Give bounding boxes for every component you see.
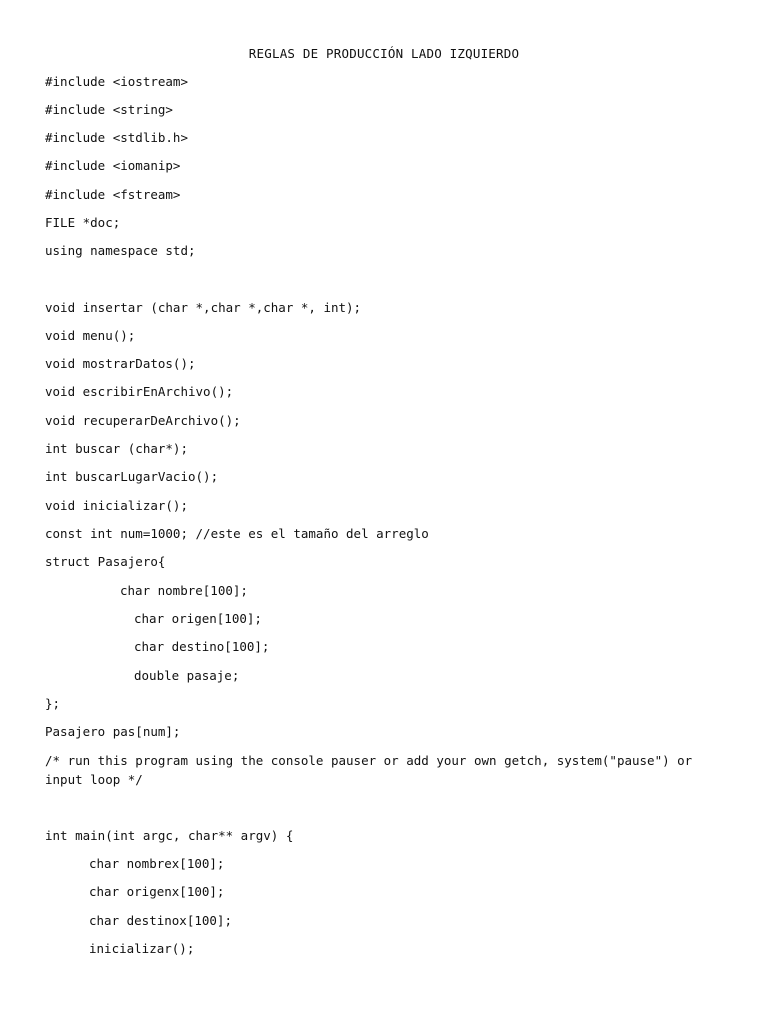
document-title: REGLAS DE PRODUCCIÓN LADO IZQUIERDO xyxy=(248,46,520,61)
code-line: int main(int argc, char** argv) { xyxy=(45,828,294,843)
code-line: char destino[100]; xyxy=(134,639,270,654)
code-line: void menu(); xyxy=(45,328,136,343)
code-line: FILE *doc; xyxy=(45,215,121,230)
code-line: int buscar (char*); xyxy=(45,441,188,456)
code-line: #include <fstream> xyxy=(45,187,181,202)
code-line: char nombrex[100]; xyxy=(89,856,225,871)
code-line: #include <stdlib.h> xyxy=(45,130,188,145)
code-line: double pasaje; xyxy=(134,668,240,683)
code-line: #include <iostream> xyxy=(45,74,188,89)
code-line: #include <string> xyxy=(45,102,173,117)
code-line: /* run this program using the console pauser or add your own getch, system("pause") or xyxy=(45,753,693,768)
code-line: void inicializar(); xyxy=(45,498,188,513)
code-line: void mostrarDatos(); xyxy=(45,356,196,371)
code-line: inicializar(); xyxy=(89,941,195,956)
code-line: input loop */ xyxy=(45,772,143,787)
code-line: char origen[100]; xyxy=(134,611,262,626)
code-line: char destinox[100]; xyxy=(89,913,232,928)
code-line: char origenx[100]; xyxy=(89,884,225,899)
code-line: const int num=1000; //este es el tamaño del arreglo xyxy=(45,526,429,541)
code-line: void escribirEnArchivo(); xyxy=(45,384,234,399)
code-line: using namespace std; xyxy=(45,243,196,258)
code-line: void insertar (char *,char *,char *, int); xyxy=(45,300,362,315)
code-line: void recuperarDeArchivo(); xyxy=(45,413,241,428)
code-line: }; xyxy=(45,696,61,711)
code-line: char nombre[100]; xyxy=(120,583,248,598)
code-line: #include <iomanip> xyxy=(45,158,181,173)
code-line: int buscarLugarVacio(); xyxy=(45,469,219,484)
code-line: struct Pasajero{ xyxy=(45,554,166,569)
code-line: Pasajero pas[num]; xyxy=(45,724,181,739)
